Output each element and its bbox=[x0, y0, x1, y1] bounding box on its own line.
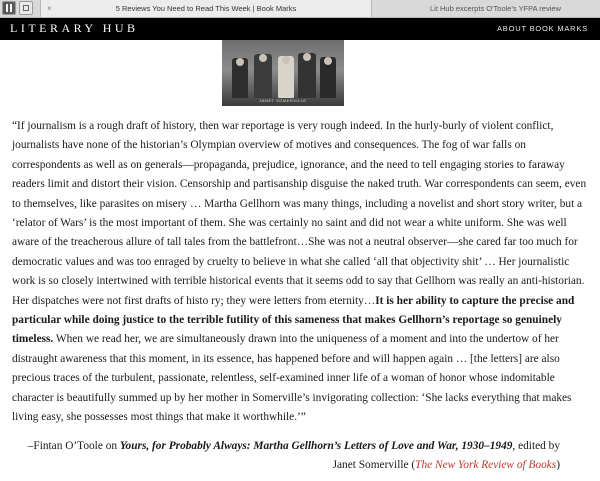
publication-link[interactable]: The New York Review of Books bbox=[415, 459, 557, 472]
quote-text: “If journalism is a rough draft of history, then war reportage is very rough indeed. In the hurly-burly of violent conflict, journalists have none of the historian’s Olympian overview of motives and consequences. The fog of war falls on correspondents as well as on generals—propaganda, prejudice, ignorance, and the need to tell engaging stories to faraway readers limit and distort their vision. Censorship and partisanship disguise the naked truth. War correspondents can seem, even to themselves, like parasites on misery … Martha Gellhorn was many things, including a novelist and short story writer, but a ‘relator of Wars’ is the most important of them. She was certainly no saint and did not wear a white uniform. She was well aware of the treacherous allure of tall tales from the battlefront…She was not a neutral observer—she cared far too much for democratic values and was too enraged by cruelty to believe in what she called ‘all that objectivity shit’ … Her journalistic work is so closely intertwined with terrible historical events that it seems odd to say that Gellhorn was really an anti-historian. Her dispatches were not first drafts of histo ry; they were letters from eternity… bbox=[12, 120, 587, 307]
review-quote bbox=[12, 117, 590, 428]
site-header bbox=[0, 18, 600, 40]
photo-figure-head bbox=[303, 53, 311, 61]
quote-highlight: It is her ability to capture the precise and particular while doing justice to the terrible futility of this sameness that makes Gellhorn’s reportage so genuinely timeless. bbox=[12, 294, 575, 346]
about-book-marks-link[interactable]: ABOUT BOOK MARKS bbox=[496, 24, 588, 33]
tab-overview-icon[interactable] bbox=[19, 1, 33, 15]
review-attribution bbox=[12, 437, 560, 476]
photo-figure-head bbox=[259, 54, 267, 62]
attribution-middle: , edited by Janet Somerville ( bbox=[332, 440, 560, 472]
tab-active[interactable] bbox=[40, 0, 372, 17]
attribution-suffix: ) bbox=[556, 459, 560, 472]
tab-inactive-title: Lit Hub excerpts O'Toole's YFPA review bbox=[430, 4, 561, 13]
article-photo bbox=[222, 40, 344, 106]
photo-caption: JANET SOMERVILLE bbox=[259, 98, 307, 103]
tab-active-title: 5 Reviews You Need to Read This Week | Book Marks bbox=[115, 4, 297, 13]
browser-tab-bar bbox=[0, 0, 600, 18]
site-logo[interactable]: LITERARY HUB bbox=[10, 21, 139, 35]
close-tab-icon[interactable]: × bbox=[47, 4, 52, 13]
sidebar-toggle-icon[interactable] bbox=[2, 1, 16, 15]
photo-figure-head bbox=[282, 56, 290, 64]
book-title: Yours, for Probably Always: Martha Gellhorn’s Letters of Love and War, 1930–1949 bbox=[119, 440, 513, 452]
photo-figure-head bbox=[236, 58, 244, 66]
quote-text-end: When we read her, we are simultaneously drawn into the uniqueness of a moment and into the undertow of her distraught awareness that this moment, in its essence, has happened before and will happen again … [the letters] are also precious traces of the turbulent, passionate, relentless, self-examined inner life of a woman of honor whose indomitable character is beautifully summed up by her mother in Somerville’s invigorating collection: ‘She lacks everything that makes living easy, she possesses most things that make it worthwhile.’” bbox=[12, 333, 572, 424]
attribution-prefix: –Fintan O’Toole on bbox=[27, 440, 120, 452]
photo-figure-head bbox=[324, 57, 332, 65]
tab-inactive[interactable] bbox=[430, 0, 598, 17]
